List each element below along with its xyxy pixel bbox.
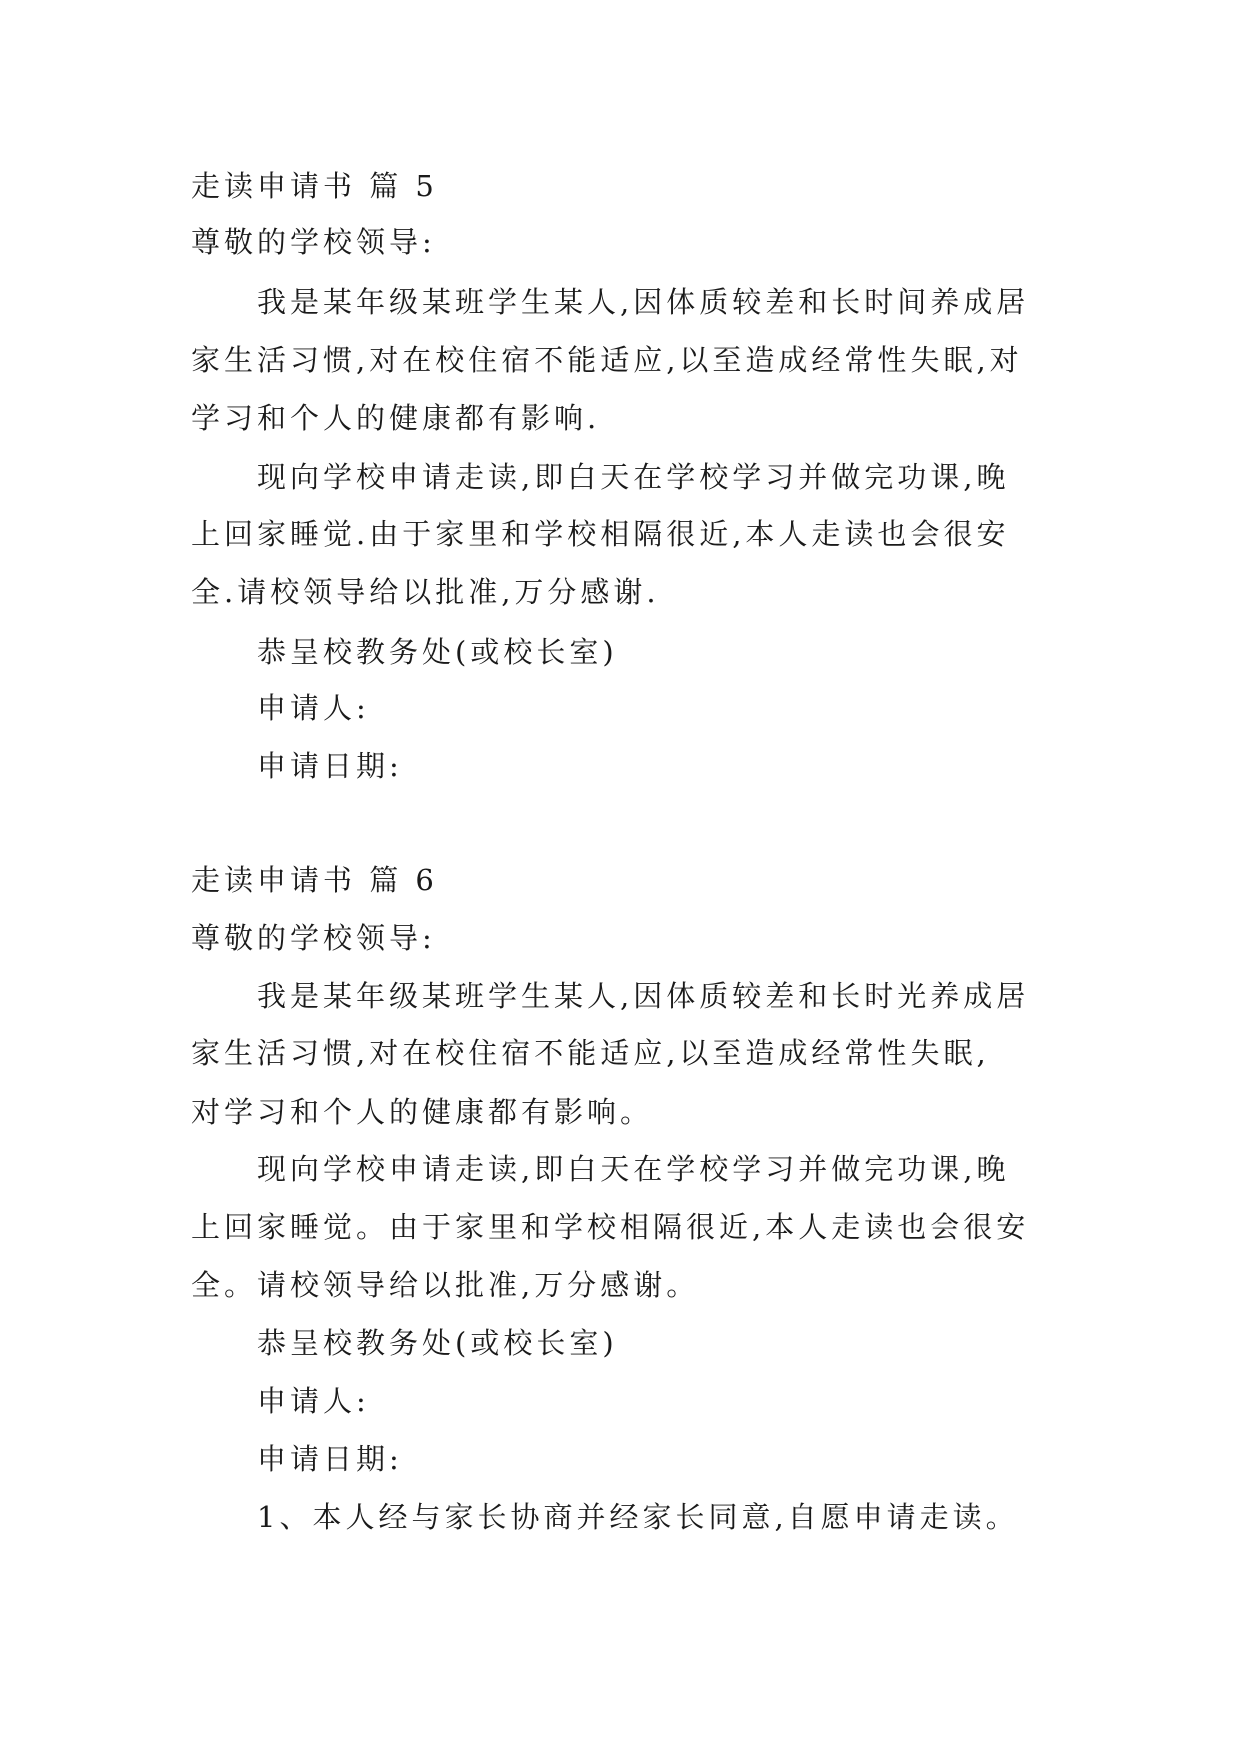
section-6-salutation: 尊敬的学校领导: [191, 921, 436, 955]
section-6-para2-line2: 上回家睡觉。由于家里和学校相隔很近,本人走读也会很安 [191, 1210, 1030, 1244]
section-6-para1-line1: 我是某年级某班学生某人,因体质较差和长时光养成居 [257, 979, 1030, 1013]
section-5-recipient: 恭呈校教务处(或校长室) [257, 635, 618, 669]
section-6-recipient: 恭呈校教务处(或校长室) [257, 1326, 618, 1360]
section-5-para1-line2: 家生活习惯,对在校住宿不能适应,以至造成经常性失眠,对 [191, 343, 1023, 377]
section-5-applicant: 申请人: [257, 691, 370, 725]
section-5-date: 申请日期: [257, 749, 403, 783]
section-6-para2-line1: 现向学校申请走读,即白天在学校学习并做完功课,晚 [257, 1152, 1010, 1186]
section-5-para2-line1: 现向学校申请走读,即白天在学校学习并做完功课,晚 [257, 460, 1010, 494]
section-6-para2-line3: 全。请校领导给以批准,万分感谢。 [191, 1268, 700, 1302]
section-5-para1-line3: 学习和个人的健康都有影响. [191, 401, 601, 435]
section-6-para1-line3: 对学习和个人的健康都有影响。 [191, 1095, 654, 1129]
section-5-title: 走读申请书 篇 5 [191, 169, 438, 203]
section-5-para2-line3: 全.请校领导给以批准,万分感谢. [191, 575, 660, 609]
section-6-date: 申请日期: [257, 1442, 403, 1476]
section-5-para2-line2: 上回家睡觉.由于家里和学校相隔很近,本人走读也会很安 [191, 517, 1010, 551]
section-6-item-1: 1、本人经与家长协商并经家长同意,自愿申请走读。 [257, 1500, 1019, 1534]
section-6-title: 走读申请书 篇 6 [191, 863, 438, 897]
section-5-salutation: 尊敬的学校领导: [191, 225, 436, 259]
section-5-para1-line1: 我是某年级某班学生某人,因体质较差和长时间养成居 [257, 285, 1030, 319]
section-6-para1-line2: 家生活习惯,对在校住宿不能适应,以至造成经常性失眠, [191, 1036, 990, 1070]
section-6-applicant: 申请人: [257, 1384, 370, 1418]
